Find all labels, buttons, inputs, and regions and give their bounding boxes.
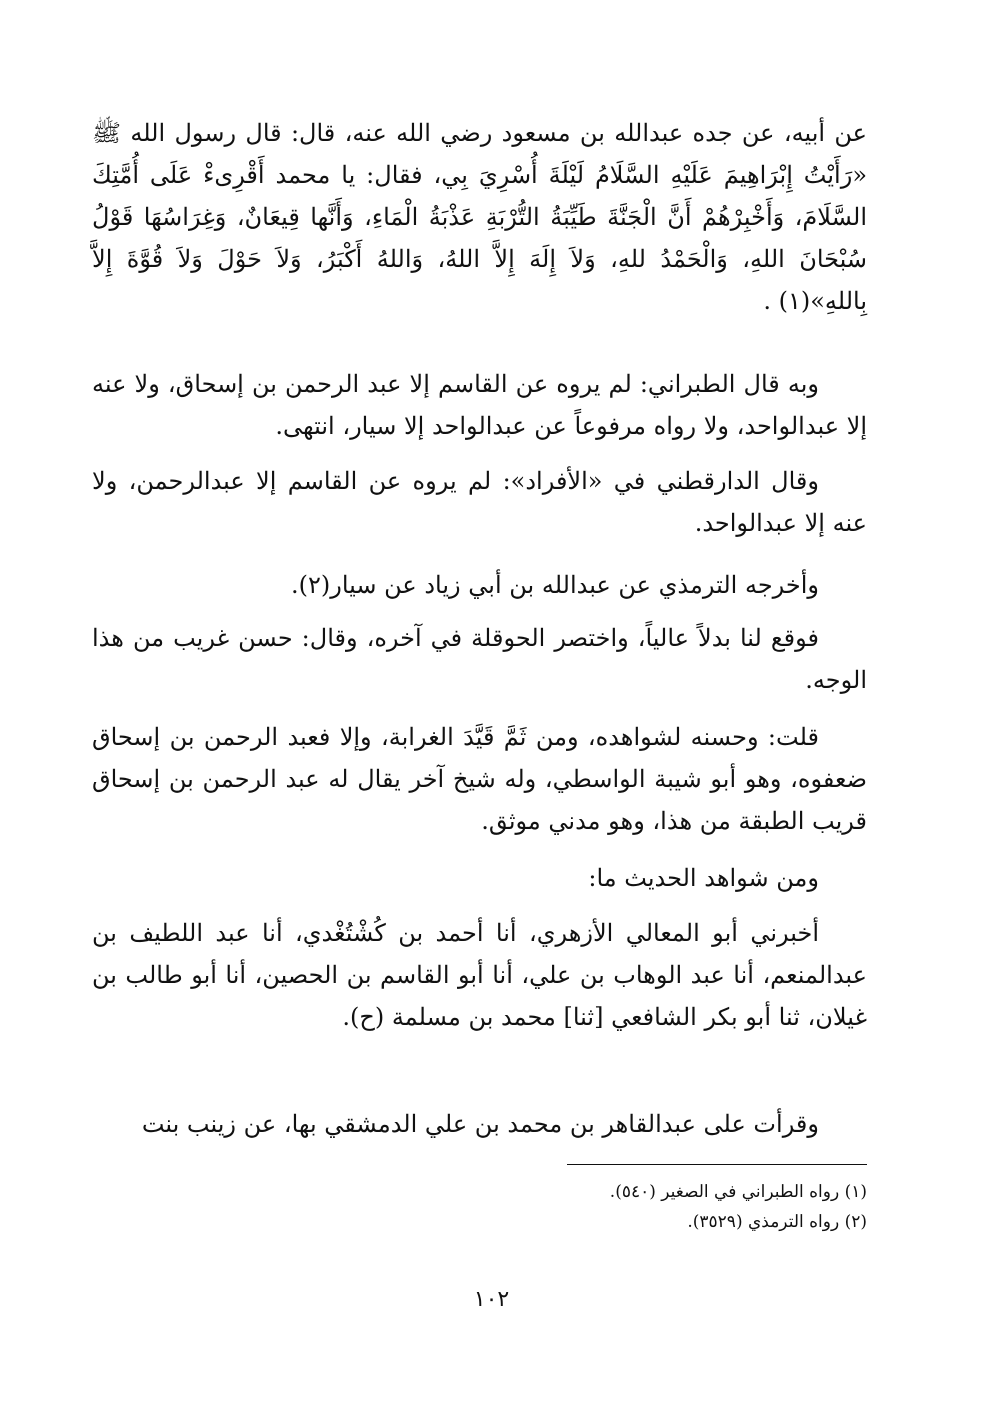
paragraph-hadith-text: عن أبيه، عن جده عبدالله بن مسعود رضي الله عنه، قال: قال رسول الله ﷺ «رَأَيْتُ إِبْرَاهِيمَ عَلَيْهِ السَّلَامُ لَيْلَةَ أُسْرِيَ بِي، فقال: يا محمد أَقْرِىءْ عَلَى أُمَّتِكَ السَّلَامَ، وَأَخْبِرْهُمْ أَنَّ الْجَنَّةَ طَيِّبَةُ التُّرْبَةِ عَذْبَةُ الْمَاءِ، وَأَنَّها قِيعَانٌ، وَغِرَاسُهَا قَوْلُ سُبْحَانَ اللهِ، وَالْحَمْدُ للهِ، وَلاَ إِلَهَ إِلاَّ اللهُ، وَاللهُ أَكْبَرُ، وَلاَ حَوْلَ وَلاَ قُوَّةَ إِلاَّ بِاللهِ»(١) . <box>92 119 867 315</box>
main-text <box>92 363 867 447</box>
main-text <box>92 1103 867 1145</box>
paragraph-tirmidhi: وأخرجه الترمذي عن عبدالله بن أبي زياد عن سيار(٢). <box>291 571 819 599</box>
paragraph-qultu: قلت: وحسنه لشواهده، ومن ثَمَّ قَيَّدَ الغرابة، وإلا فعبد الرحمن بن إسحاق ضعفوه، وهو أبو شيبة الواسطي، وله شيخ آخر يقال له عبد الرحمن بن إسحاق قريب الطبقة من هذا، وهو مدني موثق. <box>92 723 868 835</box>
footnote-divider <box>567 1164 867 1165</box>
main-text <box>92 912 867 1038</box>
main-text <box>92 460 867 544</box>
main-text <box>92 716 867 842</box>
footnote-1: (١) رواه الطبراني في الصغير (٥٤٠). <box>609 1182 867 1202</box>
paragraph-tabarani: وبه قال الطبراني: لم يروه عن القاسم إلا عبد الرحمن بن إسحاق، ولا عنه إلا عبدالواحد، ولا رواه مرفوعاً عن عبدالواحد إلا سيار، انتهى. <box>92 370 867 440</box>
main-text <box>92 112 867 322</box>
footnotes <box>92 1177 867 1237</box>
main-text <box>92 617 867 701</box>
main-text <box>92 857 867 899</box>
paragraph-comment: فوقع لنا بدلاً عالياً، واختصر الحوقلة في آخره، وقال: حسن غريب من هذا الوجه. <box>92 624 867 694</box>
paragraph-daraqutni: وقال الدارقطني في «الأفراد»: لم يروه عن القاسم إلا عبدالرحمن، ولا عنه إلا عبدالواحد. <box>92 467 867 537</box>
main-text <box>92 564 867 606</box>
paragraph-isnad: أخبرني أبو المعالي الأزهري، أنا أحمد بن كُشْتُغْدي، أنا عبد اللطيف بن عبدالمنعم، أنا عبد الوهاب بن علي، أنا أبو القاسم بن الحصين، أنا أبو طالب بن غيلان، ثنا أبو بكر الشافعي [ثنا] محمد بن مسلمة (ح). <box>92 919 867 1031</box>
footnote-2: (٢) رواه الترمذي (٣٥٢٩). <box>687 1212 867 1232</box>
paragraph-shawahid: ومن شواهد الحديث ما: <box>588 864 819 892</box>
page-number: ١٠٢ <box>473 1287 510 1312</box>
paragraph-qaratu: وقرأت على عبدالقاهر بن محمد بن علي الدمشقي بها، عن زينب بنت <box>141 1110 819 1138</box>
